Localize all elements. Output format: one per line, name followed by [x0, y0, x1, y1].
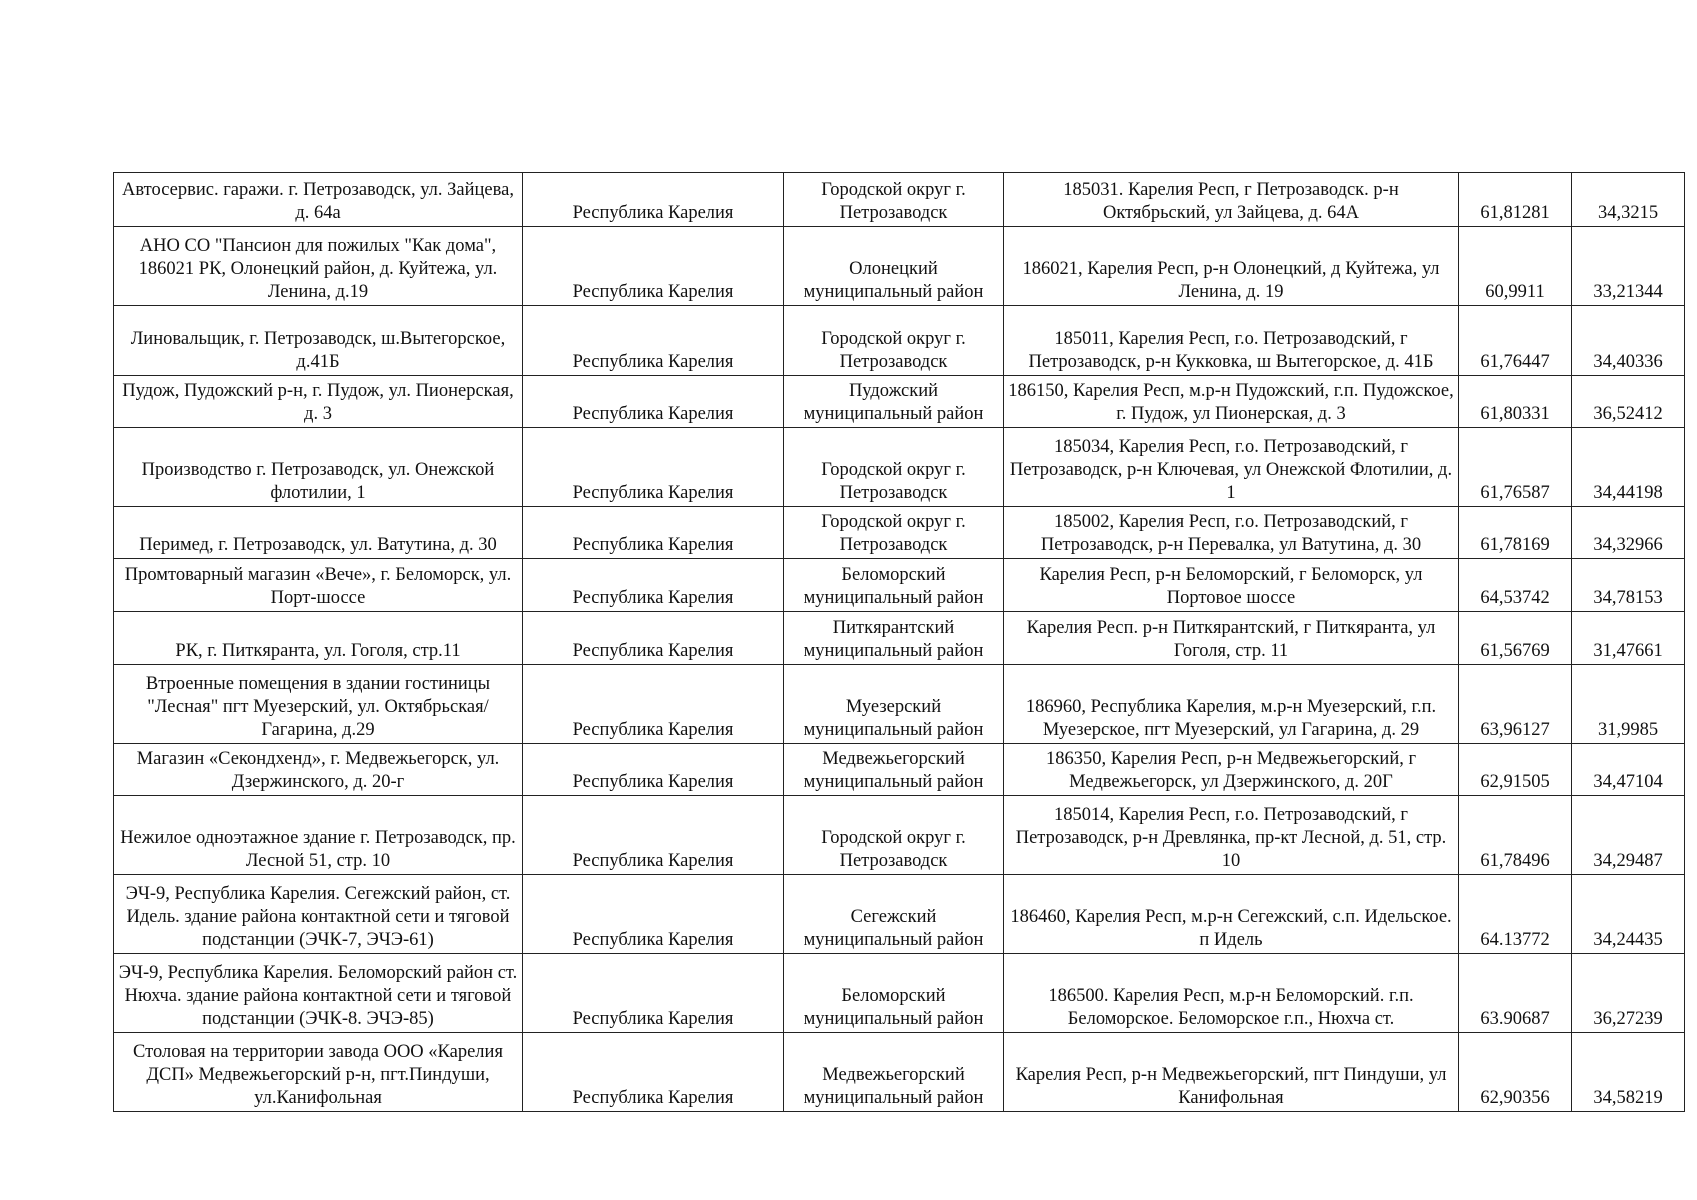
region-cell: Республика Карелия — [523, 428, 784, 507]
latitude-cell: 64.13772 — [1459, 875, 1572, 954]
address-cell: 186021, Карелия Респ, р-н Олонецкий, д Куйтежа, ул Ленина, д. 19 — [1004, 227, 1459, 306]
longitude-cell: 36,52412 — [1572, 376, 1685, 428]
address-cell: 186500. Карелия Респ, м.р-н Беломорский. г.п. Беломорское. Беломорское г.п., Нюхча ст. — [1004, 954, 1459, 1033]
object-name-cell: Линовальщик, г. Петрозаводск, ш.Вытегорское, д.41Б — [114, 306, 523, 376]
longitude-cell: 34,3215 — [1572, 173, 1685, 227]
longitude-cell: 33,21344 — [1572, 227, 1685, 306]
object-name-cell: ЭЧ-9, Республика Карелия. Беломорский район ст. Нюхча. здание района контактной сети и тяговой подстанции (ЭЧК-8. ЭЧЭ-85) — [114, 954, 523, 1033]
municipality-cell: Сегежский муниципальный район — [784, 875, 1004, 954]
latitude-cell: 61,76587 — [1459, 428, 1572, 507]
address-cell: Карелия Респ. р-н Питкярантский, г Питкяранта, ул Гоголя, стр. 11 — [1004, 612, 1459, 665]
longitude-cell: 34,78153 — [1572, 559, 1685, 612]
region-cell: Республика Карелия — [523, 612, 784, 665]
municipality-cell: Олонецкий муниципальный район — [784, 227, 1004, 306]
longitude-cell: 34,47104 — [1572, 744, 1685, 796]
region-cell: Республика Карелия — [523, 173, 784, 227]
address-cell: 186350, Карелия Респ, р-н Медвежьегорский, г Медвежьегорск, ул Дзержинского, д. 20Г — [1004, 744, 1459, 796]
longitude-cell: 31,47661 — [1572, 612, 1685, 665]
region-cell: Республика Карелия — [523, 559, 784, 612]
longitude-cell: 34,58219 — [1572, 1033, 1685, 1112]
municipality-cell: Городской округ г. Петрозаводск — [784, 173, 1004, 227]
latitude-cell: 61,78496 — [1459, 796, 1572, 875]
table-row — [114, 875, 1685, 954]
latitude-cell: 61,81281 — [1459, 173, 1572, 227]
address-cell: 185034, Карелия Респ, г.о. Петрозаводский, г Петрозаводск, р-н Ключевая, ул Онежской Флотилии, д. 1 — [1004, 428, 1459, 507]
municipality-cell: Питкярантский муниципальный район — [784, 612, 1004, 665]
table-row — [114, 559, 1685, 612]
municipality-cell: Медвежьегорский муниципальный район — [784, 744, 1004, 796]
address-cell: 185002, Карелия Респ, г.о. Петрозаводский, г Петрозаводск, р-н Перевалка, ул Ватутина, д. 30 — [1004, 507, 1459, 559]
latitude-cell: 61,56769 — [1459, 612, 1572, 665]
municipality-cell: Городской округ г. Петрозаводск — [784, 507, 1004, 559]
region-cell: Республика Карелия — [523, 376, 784, 428]
longitude-cell: 34,44198 — [1572, 428, 1685, 507]
longitude-cell: 34,29487 — [1572, 796, 1685, 875]
region-cell: Республика Карелия — [523, 796, 784, 875]
municipality-cell: Медвежьегорский муниципальный район — [784, 1033, 1004, 1112]
region-cell: Республика Карелия — [523, 875, 784, 954]
latitude-cell: 61,80331 — [1459, 376, 1572, 428]
object-name-cell: Пудож, Пудожский р-н, г. Пудож, ул. Пионерская, д. 3 — [114, 376, 523, 428]
region-cell: Республика Карелия — [523, 306, 784, 376]
table-row — [114, 428, 1685, 507]
region-cell: Республика Карелия — [523, 507, 784, 559]
address-cell: 186960, Республика Карелия, м.р-н Муезерский, г.п. Муезерское, пгт Муезерский, ул Гагарина, д. 29 — [1004, 665, 1459, 744]
table-row — [114, 306, 1685, 376]
object-name-cell: АНО СО "Пансион для пожилых "Как дома", 186021 РК, Олонецкий район, д. Куйтежа, ул. Ленина, д.19 — [114, 227, 523, 306]
longitude-cell: 34,32966 — [1572, 507, 1685, 559]
table-row — [114, 954, 1685, 1033]
object-name-cell: ЭЧ-9, Республика Карелия. Сегежский район, ст. Идель. здание района контактной сети и тяговой подстанции (ЭЧК-7, ЭЧЭ-61) — [114, 875, 523, 954]
municipality-cell: Пудожский муниципальный район — [784, 376, 1004, 428]
object-name-cell: Втроенные помещения в здании гостиницы "Лесная" пгт Муезерский, ул. Октябрьская/Гагарина, д.29 — [114, 665, 523, 744]
latitude-cell: 62,91505 — [1459, 744, 1572, 796]
region-cell: Республика Карелия — [523, 227, 784, 306]
object-name-cell: Магазин «Секондхенд», г. Медвежьегорск, ул. Дзержинского, д. 20-г — [114, 744, 523, 796]
region-cell: Республика Карелия — [523, 1033, 784, 1112]
latitude-cell: 63.90687 — [1459, 954, 1572, 1033]
object-name-cell: Нежилое одноэтажное здание г. Петрозаводск, пр. Лесной 51, стр. 10 — [114, 796, 523, 875]
address-cell: Карелия Респ, р-н Беломорский, г Беломорск, ул Портовое шоссе — [1004, 559, 1459, 612]
table-row — [114, 665, 1685, 744]
table-row — [114, 173, 1685, 227]
object-name-cell: Автосервис. гаражи. г. Петрозаводск, ул. Зайцева, д. 64а — [114, 173, 523, 227]
table-row — [114, 376, 1685, 428]
address-registry-table — [113, 172, 1685, 1112]
table-row — [114, 796, 1685, 875]
region-cell: Республика Карелия — [523, 954, 784, 1033]
municipality-cell: Беломорский муниципальный район — [784, 559, 1004, 612]
municipality-cell: Городской округ г. Петрозаводск — [784, 428, 1004, 507]
table-row — [114, 227, 1685, 306]
longitude-cell: 31,9985 — [1572, 665, 1685, 744]
municipality-cell: Муезерский муниципальный район — [784, 665, 1004, 744]
municipality-cell: Городской округ г. Петрозаводск — [784, 306, 1004, 376]
object-name-cell: Производство г. Петрозаводск, ул. Онежской флотилии, 1 — [114, 428, 523, 507]
table-row — [114, 507, 1685, 559]
object-name-cell: Промтоварный магазин «Вече», г. Беломорск, ул. Порт-шоссе — [114, 559, 523, 612]
address-cell: 185031. Карелия Респ, г Петрозаводск. р-н Октябрьский, ул Зайцева, д. 64А — [1004, 173, 1459, 227]
address-cell: 186460, Карелия Респ, м.р-н Сегежский, с.п. Идельское. п Идель — [1004, 875, 1459, 954]
table-row — [114, 744, 1685, 796]
table-body — [114, 173, 1685, 1112]
object-name-cell: РК, г. Питкяранта, ул. Гоголя, стр.11 — [114, 612, 523, 665]
longitude-cell: 34,40336 — [1572, 306, 1685, 376]
longitude-cell: 36,27239 — [1572, 954, 1685, 1033]
object-name-cell: Столовая на территории завода ООО «Карелия ДСП» Медвежьегорский р-н, пгт.Пиндуши, ул.Канифольная — [114, 1033, 523, 1112]
latitude-cell: 63,96127 — [1459, 665, 1572, 744]
latitude-cell: 64,53742 — [1459, 559, 1572, 612]
object-name-cell: Перимед, г. Петрозаводск, ул. Ватутина, д. 30 — [114, 507, 523, 559]
latitude-cell: 61,76447 — [1459, 306, 1572, 376]
address-cell: Карелия Респ, р-н Медвежьегорский, пгт Пиндуши, ул Канифольная — [1004, 1033, 1459, 1112]
region-cell: Республика Карелия — [523, 744, 784, 796]
municipality-cell: Беломорский муниципальный район — [784, 954, 1004, 1033]
longitude-cell: 34,24435 — [1572, 875, 1685, 954]
latitude-cell: 60,9911 — [1459, 227, 1572, 306]
table-row — [114, 1033, 1685, 1112]
region-cell: Республика Карелия — [523, 665, 784, 744]
address-cell: 185014, Карелия Респ, г.о. Петрозаводский, г Петрозаводск, р-н Древлянка, пр-кт Лесной, д. 51, стр. 10 — [1004, 796, 1459, 875]
address-cell: 186150, Карелия Респ, м.р-н Пудожский, г.п. Пудожское, г. Пудож, ул Пионерская, д. 3 — [1004, 376, 1459, 428]
address-cell: 185011, Карелия Респ, г.о. Петрозаводский, г Петрозаводск, р-н Кукковка, ш Вытегорское, д. 41Б — [1004, 306, 1459, 376]
table-row — [114, 612, 1685, 665]
latitude-cell: 61,78169 — [1459, 507, 1572, 559]
municipality-cell: Городской округ г. Петрозаводск — [784, 796, 1004, 875]
latitude-cell: 62,90356 — [1459, 1033, 1572, 1112]
